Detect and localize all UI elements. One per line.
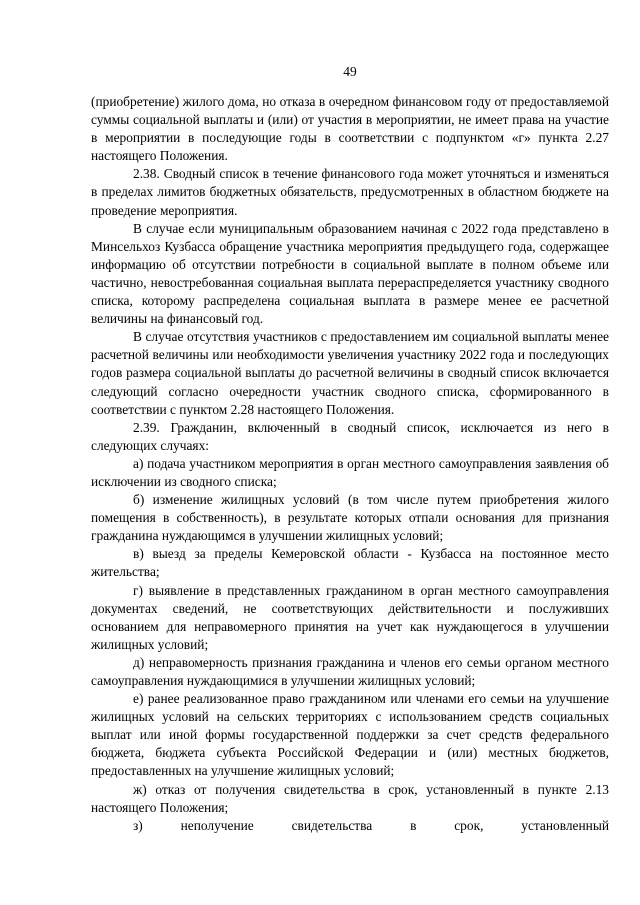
list-item-zh: ж) отказ от получения свидетельства в срок, установленный в пункте 2.13 настоящего Положения;: [91, 781, 609, 815]
paragraph-redistribution: В случае если муниципальным образованием начиная с 2022 года представлено в Минсельхоз Кузбасса обращение участника мероприятия предыдущего года, содержащее информацию об отсутствии потребности в социальной выплате в полном объеме или частично, невостребованная социальная выплата перераспределяется участнику сводного списка, которому распределена социальная выплата в размере менее ее расчетной величины на финансовый год.: [91, 220, 609, 327]
list-item-g: г) выявление в представленных гражданином в орган местного самоуправления документах сведений, не соответствующих действительности и послуживших основанием для неправомерного принятия на учет как нуждающегося в улучшении жилищных условий;: [91, 582, 609, 652]
paragraph-continuation: (приобретение) жилого дома, но отказа в очередном финансовом году от предоставляемой суммы социальной выплаты и (или) от участия в мероприятии, не имеет права на участие в мероприятии в последующие годы в соответствии с подпунктом «г» пункта 2.27 настоящего Положения.: [91, 94, 609, 164]
list-item-d: д) неправомерность признания гражданина и членов его семьи органом местного самоуправления нуждающимися в улучшении жилищных условий;: [91, 654, 609, 688]
page-number: 49: [343, 64, 357, 79]
paragraph-2-39: 2.39. Гражданин, включенный в сводный список, исключается из него в следующих случаях:: [91, 419, 609, 453]
list-item-v: в) выезд за пределы Кемеровской области - Кузбасса на постоянное место жительства;: [91, 546, 609, 580]
list-item-b: б) изменение жилищных условий (в том числе путем приобретения жилого помещения в собственность), в результате которых отпали основания для признания гражданина нуждающимся в улучшении жилищных условий;: [91, 492, 609, 544]
paragraph-2-38: 2.38. Сводный список в течение финансового года может уточняться и изменяться в пределах лимитов бюджетных обязательств, предусмотренных в областном бюджете на проведение мероприятия.: [91, 166, 609, 218]
list-item-a: а) подача участником мероприятия в орган местного самоуправления заявления об исключении из сводного списка;: [91, 455, 609, 489]
paragraph-absence-of-participants: В случае отсутствия участников с предоставлением им социальной выплаты менее расчетной величины или необходимости увеличения участнику 2022 года и последующих годов размера социальной выплаты до расчетной величины в сводный список включается следующий согласно очередности участник сводного списка, сформированного в соответствии с пунктом 2.28 настоящего Положения.: [91, 329, 609, 417]
document-page: [91, 0, 609, 905]
list-item-e: е) ранее реализованное право гражданином или членами его семьи на улучшение жилищных условий на сельских территориях с использованием средств социальных выплат или иной формы государственной поддержки за счет средств федерального бюджета, бюджета субъекта Российской Федерации и (или) местных бюджетов, предоставленных на улучшение жилищных условий;: [91, 691, 609, 779]
document-body: [91, 93, 609, 835]
list-item-z: з) неполучение свидетельства в срок, установленный: [133, 817, 609, 833]
